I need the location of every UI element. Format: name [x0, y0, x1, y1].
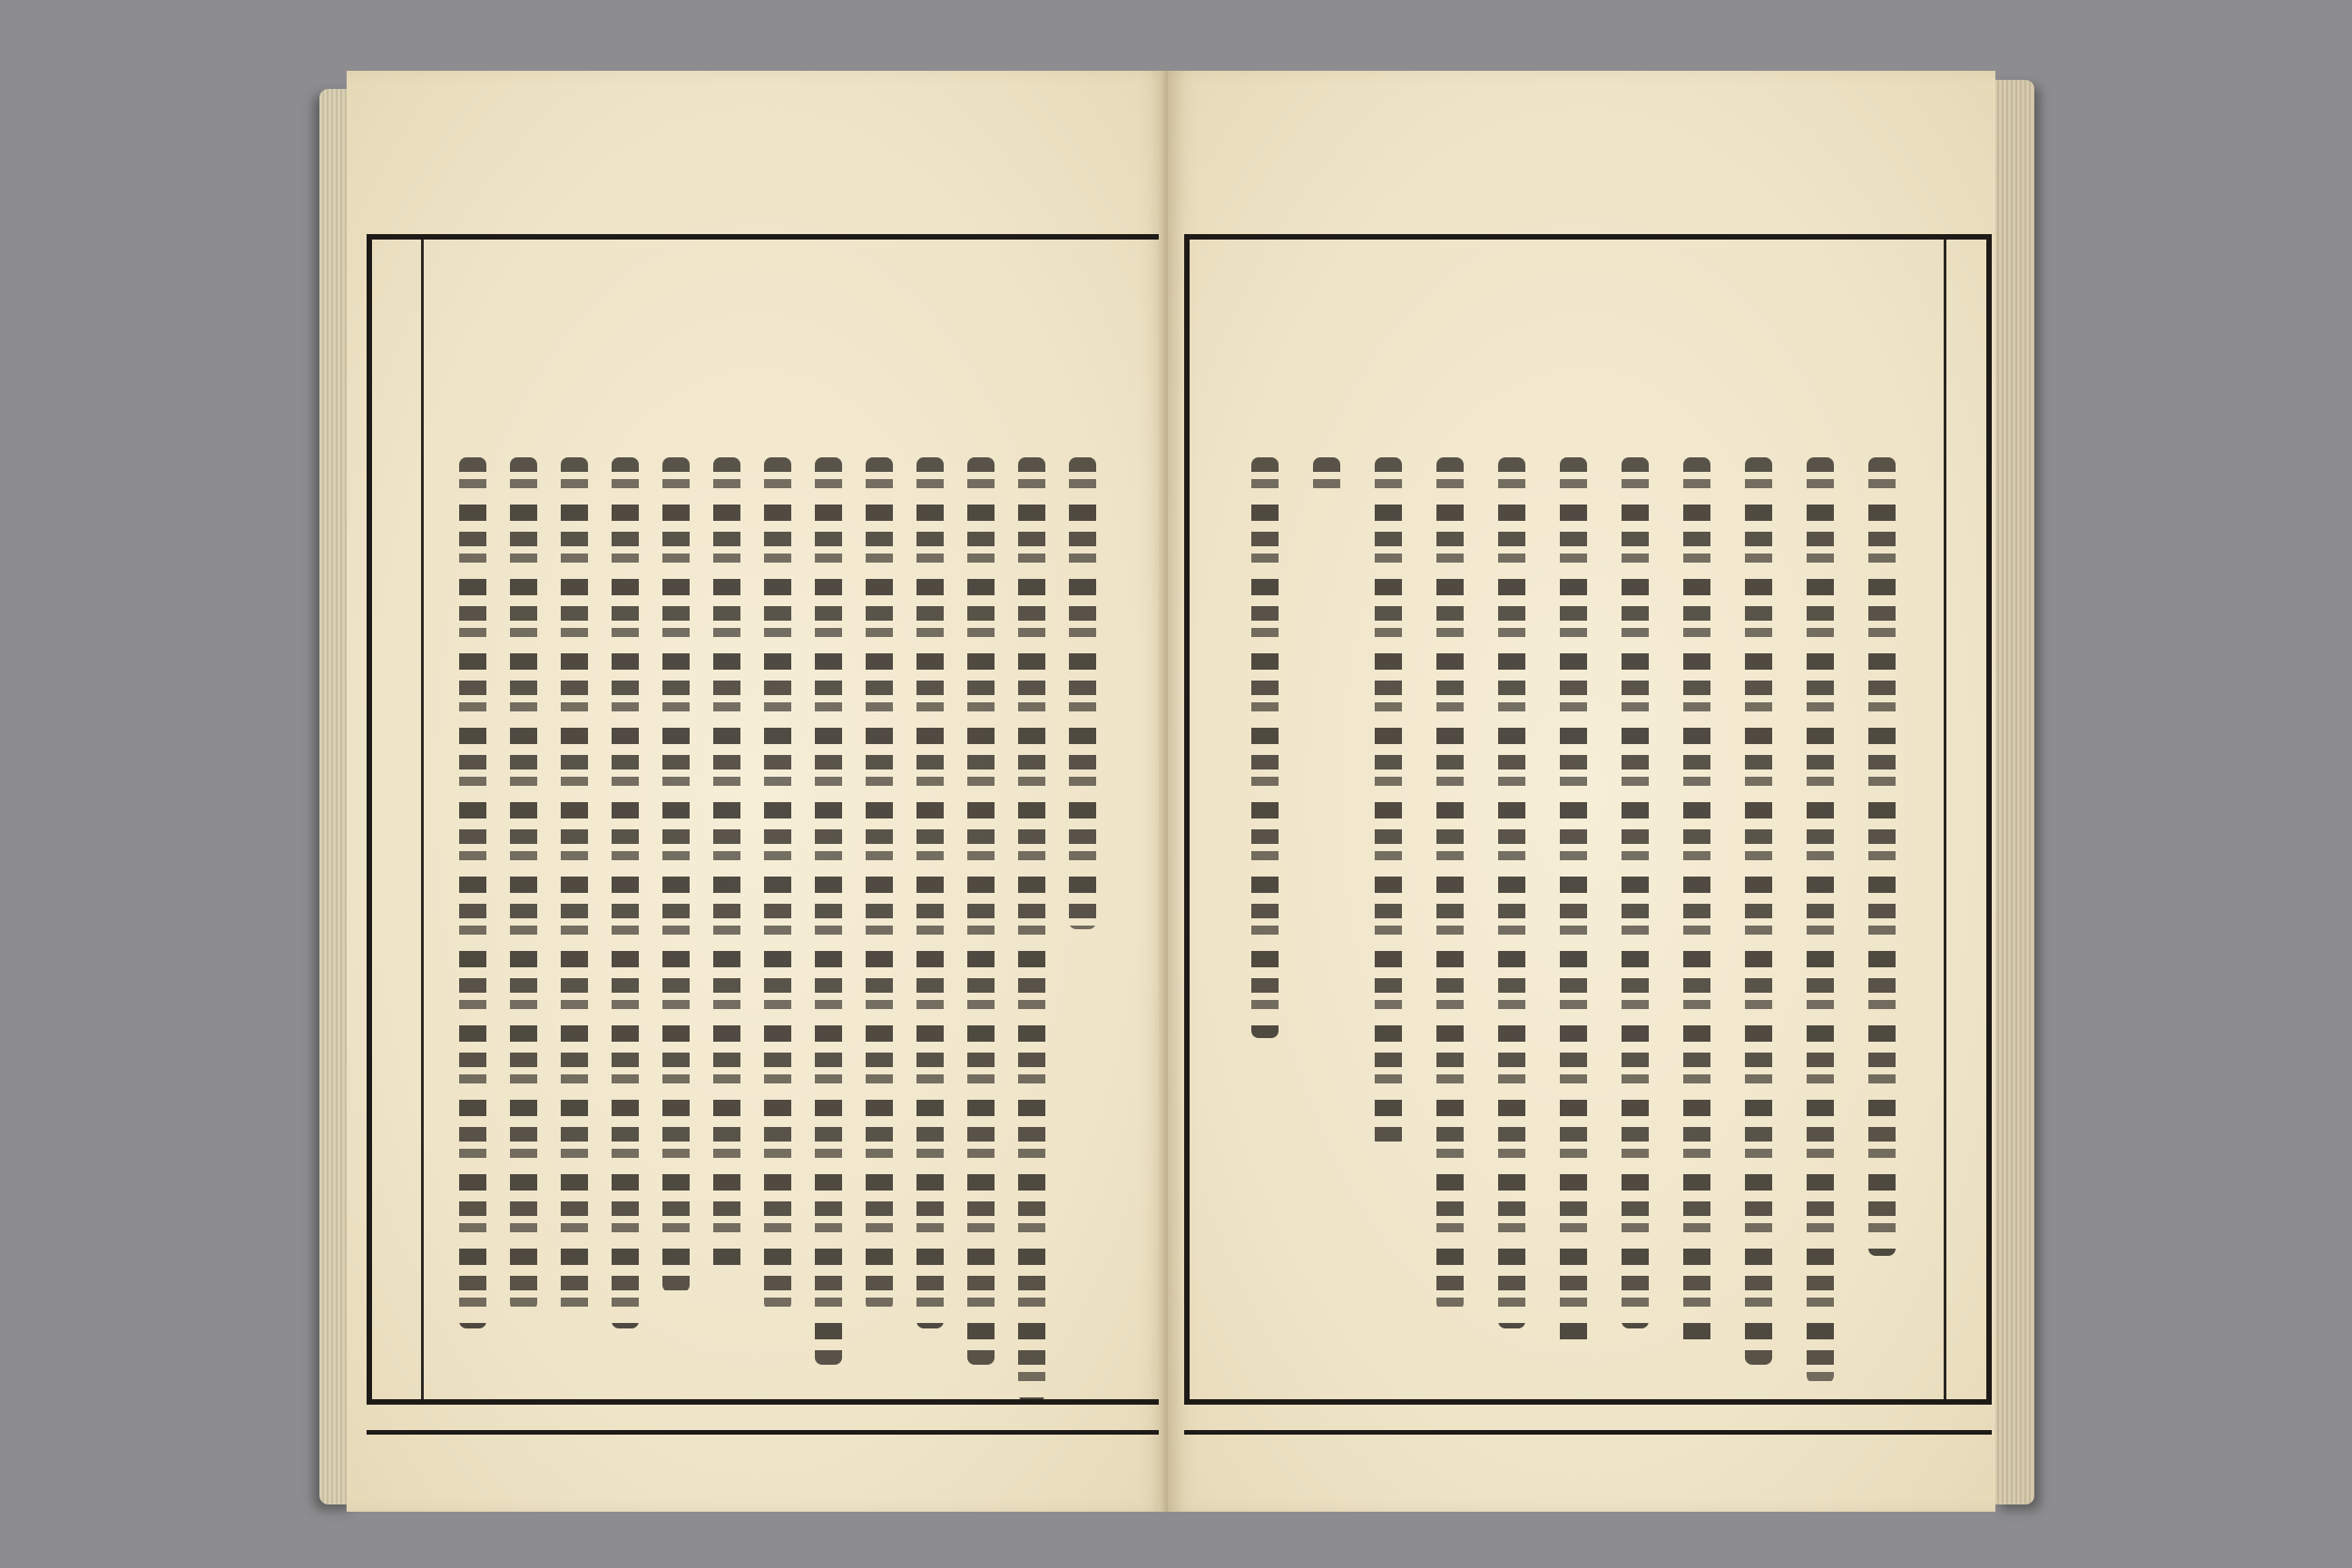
right-page-calligraphy [1190, 240, 1986, 1399]
left-bottom-rule [367, 1430, 1165, 1435]
left-page-frame [367, 234, 1165, 1405]
calligraphy-column [866, 457, 893, 1310]
calligraphy-column [1069, 457, 1096, 929]
calligraphy-column [1018, 457, 1045, 1401]
calligraphy-column [1375, 457, 1402, 1147]
right-bottom-rule [1184, 1430, 1992, 1435]
calligraphy-column [916, 457, 944, 1328]
calligraphy-column [1251, 457, 1279, 1038]
right-page [1168, 71, 1995, 1512]
calligraphy-column [967, 457, 995, 1365]
calligraphy-column [713, 457, 740, 1274]
left-page [347, 71, 1168, 1512]
open-book [319, 71, 2034, 1514]
calligraphy-column [1313, 457, 1340, 494]
calligraphy-column [561, 457, 588, 1319]
page-edges-right [1994, 80, 2034, 1504]
left-page-calligraphy [372, 240, 1160, 1399]
calligraphy-column [612, 457, 639, 1328]
calligraphy-column [1498, 457, 1525, 1328]
calligraphy-column [1868, 457, 1896, 1256]
calligraphy-column [815, 457, 842, 1365]
calligraphy-column [764, 457, 791, 1310]
calligraphy-column [459, 457, 486, 1328]
calligraphy-column [1622, 457, 1649, 1328]
calligraphy-column [1683, 457, 1710, 1347]
calligraphy-column [662, 457, 690, 1292]
calligraphy-column [510, 457, 537, 1310]
calligraphy-column [1807, 457, 1834, 1383]
calligraphy-column [1560, 457, 1587, 1347]
right-page-frame [1184, 234, 1992, 1405]
calligraphy-column [1436, 457, 1464, 1310]
calligraphy-column [1745, 457, 1772, 1365]
